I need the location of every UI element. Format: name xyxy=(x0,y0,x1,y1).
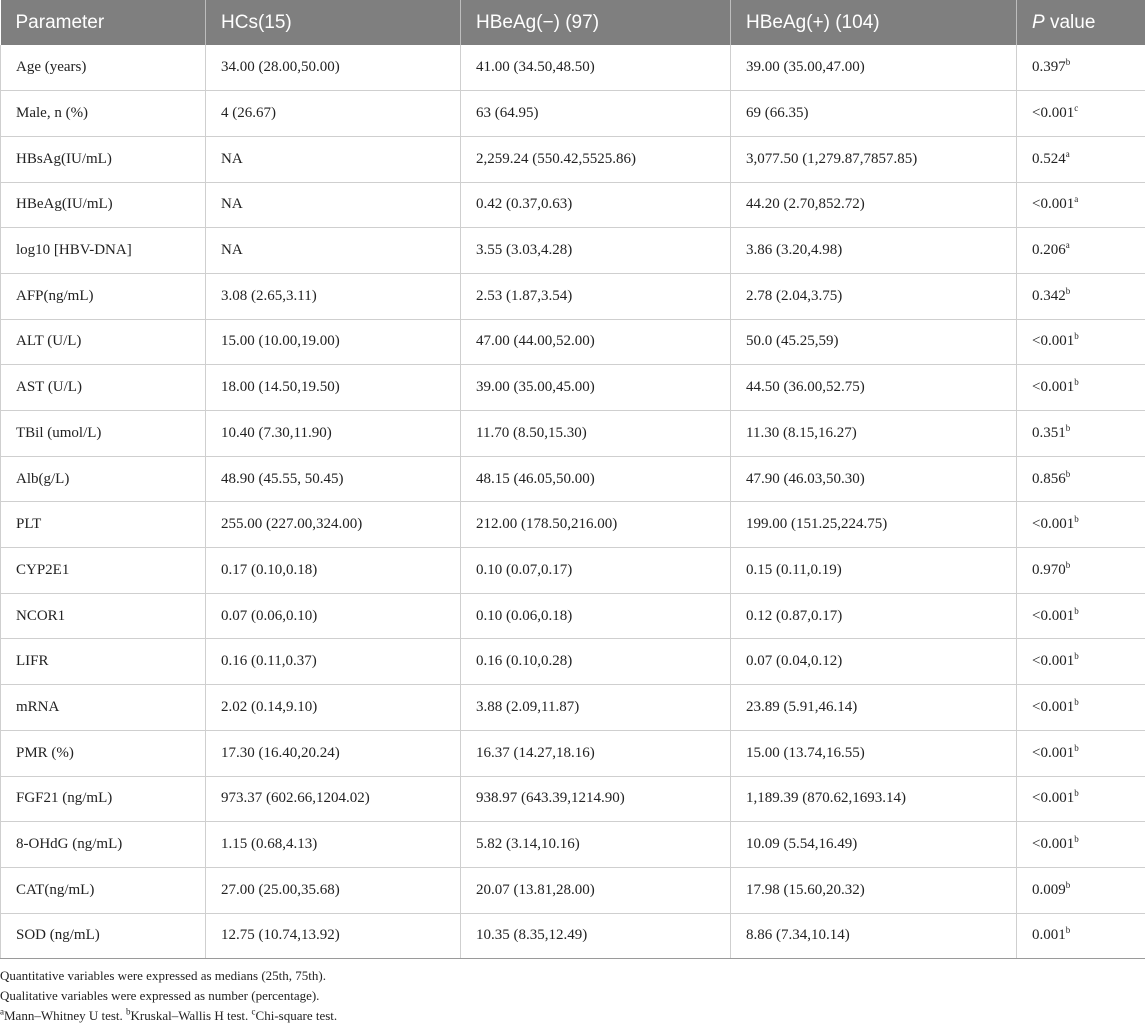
header-hbeag-positive: HBeAg(+) (104) xyxy=(731,0,1017,45)
cell-hbeag-positive: 50.0 (45.25,59) xyxy=(731,319,1017,365)
table-row xyxy=(1,639,1145,685)
cell-p-value xyxy=(1017,548,1145,594)
cell-hbeag-positive: 0.07 (0.04,0.12) xyxy=(731,639,1017,685)
cell-parameter: 8-OHdG (ng/mL) xyxy=(1,822,206,868)
p-value-footnote-marker: b xyxy=(1074,377,1079,388)
cell-hbeag-positive: 44.50 (36.00,52.75) xyxy=(731,365,1017,411)
footnote-b-marker: b xyxy=(126,1006,131,1017)
header-p-letter: P xyxy=(1032,11,1045,33)
cell-hcs: NA xyxy=(206,182,461,228)
cell-hbeag-positive: 8.86 (7.34,10.14) xyxy=(731,913,1017,959)
cell-hbeag-positive: 10.09 (5.54,16.49) xyxy=(731,822,1017,868)
header-parameter: Parameter xyxy=(1,0,206,45)
table-row xyxy=(1,136,1145,182)
cell-hbeag-positive: 3.86 (3.20,4.98) xyxy=(731,228,1017,274)
cell-p-value xyxy=(1017,593,1145,639)
p-value-text: <0.001 xyxy=(1032,379,1075,396)
cell-p-value xyxy=(1017,913,1145,959)
cell-p-value xyxy=(1017,45,1145,91)
cell-hcs: 0.07 (0.06,0.10) xyxy=(206,593,461,639)
p-value-footnote-marker: b xyxy=(1074,696,1079,707)
cell-p-value xyxy=(1017,319,1145,365)
cell-parameter: AFP(ng/mL) xyxy=(1,273,206,319)
header-hcs: HCs(15) xyxy=(206,0,461,45)
table-row xyxy=(1,685,1145,731)
cell-parameter: Age (years) xyxy=(1,45,206,91)
cell-parameter: TBil (umol/L) xyxy=(1,411,206,457)
cell-p-value xyxy=(1017,91,1145,137)
cell-hbeag-positive: 69 (66.35) xyxy=(731,91,1017,137)
header-row xyxy=(1,0,1145,45)
p-value-text: <0.001 xyxy=(1032,698,1075,715)
p-value-footnote-marker: b xyxy=(1074,514,1079,525)
cell-parameter: PLT xyxy=(1,502,206,548)
header-p-value xyxy=(1017,0,1145,45)
p-value-text: <0.001 xyxy=(1032,196,1075,213)
cell-hbeag-negative: 0.16 (0.10,0.28) xyxy=(461,639,731,685)
p-value-footnote-marker: b xyxy=(1065,422,1071,433)
footnote-c-marker: c xyxy=(251,1006,256,1017)
cell-p-value xyxy=(1017,822,1145,868)
p-value-footnote-marker: a xyxy=(1074,194,1079,205)
cell-hbeag-negative: 3.55 (3.03,4.28) xyxy=(461,228,731,274)
table-row xyxy=(1,91,1145,137)
table-row xyxy=(1,456,1145,502)
cell-hbeag-positive: 3,077.50 (1,279.87,7857.85) xyxy=(731,136,1017,182)
cell-hbeag-positive: 199.00 (151.25,224.75) xyxy=(731,502,1017,548)
p-value-text: <0.001 xyxy=(1032,516,1075,533)
footnote-quantitative: Quantitative variables were expressed as medians (25th, 75th). xyxy=(0,968,326,983)
cell-p-value xyxy=(1017,228,1145,274)
cell-hcs: NA xyxy=(206,136,461,182)
table-row xyxy=(1,319,1145,365)
cell-parameter: mRNA xyxy=(1,685,206,731)
cell-p-value xyxy=(1017,456,1145,502)
cell-parameter: FGF21 (ng/mL) xyxy=(1,776,206,822)
cell-hbeag-negative: 212.00 (178.50,216.00) xyxy=(461,502,731,548)
cell-parameter: Male, n (%) xyxy=(1,91,206,137)
table-row xyxy=(1,913,1145,959)
cell-hbeag-negative: 48.15 (46.05,50.00) xyxy=(461,456,731,502)
p-value-text: 0.206 xyxy=(1032,242,1066,259)
table-row xyxy=(1,182,1145,228)
cell-hcs: 2.02 (0.14,9.10) xyxy=(206,685,461,731)
cell-hbeag-negative: 10.35 (8.35,12.49) xyxy=(461,913,731,959)
cell-hcs: 0.17 (0.10,0.18) xyxy=(206,548,461,594)
cell-hbeag-positive: 47.90 (46.03,50.30) xyxy=(731,456,1017,502)
cell-hbeag-negative: 11.70 (8.50,15.30) xyxy=(461,411,731,457)
table-row xyxy=(1,776,1145,822)
cell-p-value xyxy=(1017,502,1145,548)
cell-hbeag-positive: 11.30 (8.15,16.27) xyxy=(731,411,1017,457)
cell-hbeag-negative: 5.82 (3.14,10.16) xyxy=(461,822,731,868)
footnote-c-text: Chi-square test. xyxy=(255,1008,338,1023)
table-row xyxy=(1,822,1145,868)
cell-hbeag-positive: 2.78 (2.04,3.75) xyxy=(731,273,1017,319)
p-value-footnote-marker: b xyxy=(1065,559,1071,570)
p-value-footnote-marker: a xyxy=(1065,240,1070,251)
cell-hbeag-negative: 41.00 (34.50,48.50) xyxy=(461,45,731,91)
p-value-text: 0.970 xyxy=(1032,561,1066,578)
header-hbeag-negative: HBeAg(−) (97) xyxy=(461,0,731,45)
cell-hbeag-positive: 23.89 (5.91,46.14) xyxy=(731,685,1017,731)
cell-hcs: 12.75 (10.74,13.92) xyxy=(206,913,461,959)
cell-hbeag-negative: 2.53 (1.87,3.54) xyxy=(461,273,731,319)
cell-hcs: 1.15 (0.68,4.13) xyxy=(206,822,461,868)
cell-p-value xyxy=(1017,685,1145,731)
cell-hcs: 17.30 (16.40,20.24) xyxy=(206,730,461,776)
table-row xyxy=(1,365,1145,411)
table-row xyxy=(1,548,1145,594)
cell-hbeag-negative: 0.10 (0.06,0.18) xyxy=(461,593,731,639)
cell-hbeag-negative: 0.42 (0.37,0.63) xyxy=(461,182,731,228)
cell-p-value xyxy=(1017,182,1145,228)
cell-p-value xyxy=(1017,867,1145,913)
cell-parameter: HBsAg(IU/mL) xyxy=(1,136,206,182)
p-value-footnote-marker: b xyxy=(1065,925,1071,936)
table-row xyxy=(1,867,1145,913)
cell-parameter: HBeAg(IU/mL) xyxy=(1,182,206,228)
p-value-text: <0.001 xyxy=(1032,744,1075,761)
cell-p-value xyxy=(1017,776,1145,822)
table-row xyxy=(1,228,1145,274)
cell-hcs: 27.00 (25.00,35.68) xyxy=(206,867,461,913)
table-row xyxy=(1,593,1145,639)
footnote-b-text: Kruskal–Wallis H test. xyxy=(130,1008,252,1023)
cell-parameter: LIFR xyxy=(1,639,206,685)
cell-hbeag-negative: 20.07 (13.81,28.00) xyxy=(461,867,731,913)
cell-hcs: 4 (26.67) xyxy=(206,91,461,137)
table-row xyxy=(1,45,1145,91)
cell-hbeag-negative: 2,259.24 (550.42,5525.86) xyxy=(461,136,731,182)
cell-hcs: 15.00 (10.00,19.00) xyxy=(206,319,461,365)
p-value-footnote-marker: b xyxy=(1074,331,1079,342)
p-value-text: <0.001 xyxy=(1032,836,1075,853)
cell-hbeag-negative: 16.37 (14.27,18.16) xyxy=(461,730,731,776)
cell-parameter: CYP2E1 xyxy=(1,548,206,594)
table-header xyxy=(1,0,1145,45)
table-row xyxy=(1,502,1145,548)
table-row xyxy=(1,411,1145,457)
p-value-text: <0.001 xyxy=(1032,790,1075,807)
cell-hcs: 3.08 (2.65,3.11) xyxy=(206,273,461,319)
cell-parameter: PMR (%) xyxy=(1,730,206,776)
footnote-a-marker: a xyxy=(0,1006,4,1017)
cell-hbeag-negative: 39.00 (35.00,45.00) xyxy=(461,365,731,411)
footnote-a-text: Mann–Whitney U test. xyxy=(4,1008,127,1023)
p-value-footnote-marker: b xyxy=(1065,285,1071,296)
p-value-text: 0.009 xyxy=(1032,881,1066,898)
p-value-text: <0.001 xyxy=(1032,653,1075,670)
p-value-footnote-marker: b xyxy=(1074,742,1079,753)
cell-hbeag-positive: 0.15 (0.11,0.19) xyxy=(731,548,1017,594)
cell-hcs: 48.90 (45.55, 50.45) xyxy=(206,456,461,502)
cell-p-value xyxy=(1017,411,1145,457)
p-value-footnote-marker: b xyxy=(1065,879,1071,890)
cell-parameter: log10 [HBV-DNA] xyxy=(1,228,206,274)
cell-hbeag-positive: 15.00 (13.74,16.55) xyxy=(731,730,1017,776)
p-value-footnote-marker: b xyxy=(1074,605,1079,616)
p-value-text: 0.856 xyxy=(1032,470,1066,487)
p-value-footnote-marker: b xyxy=(1065,468,1071,479)
cell-hcs: 18.00 (14.50,19.50) xyxy=(206,365,461,411)
cell-hbeag-negative: 938.97 (643.39,1214.90) xyxy=(461,776,731,822)
p-value-text: <0.001 xyxy=(1032,607,1075,624)
p-value-footnote-marker: b xyxy=(1074,651,1079,662)
p-value-footnote-marker: b xyxy=(1065,57,1071,68)
cell-hbeag-positive: 17.98 (15.60,20.32) xyxy=(731,867,1017,913)
p-value-text: <0.001 xyxy=(1032,333,1075,350)
table-row xyxy=(1,730,1145,776)
cell-parameter: NCOR1 xyxy=(1,593,206,639)
cell-p-value xyxy=(1017,639,1145,685)
p-value-text: 0.342 xyxy=(1032,287,1066,304)
cell-parameter: AST (U/L) xyxy=(1,365,206,411)
cell-hbeag-negative: 0.10 (0.07,0.17) xyxy=(461,548,731,594)
p-value-footnote-marker: b xyxy=(1074,834,1079,845)
table-row xyxy=(1,273,1145,319)
header-p-rest: value xyxy=(1044,11,1096,33)
cell-hbeag-negative: 3.88 (2.09,11.87) xyxy=(461,685,731,731)
cell-p-value xyxy=(1017,136,1145,182)
cell-parameter: SOD (ng/mL) xyxy=(1,913,206,959)
p-value-text: <0.001 xyxy=(1032,105,1075,122)
table-body xyxy=(1,45,1145,959)
cell-hcs: 10.40 (7.30,11.90) xyxy=(206,411,461,457)
footnote-tests xyxy=(0,1006,337,1026)
cell-parameter: Alb(g/L) xyxy=(1,456,206,502)
table-footnotes xyxy=(0,966,337,1026)
p-value-footnote-marker: c xyxy=(1074,103,1079,114)
footnote-qualitative: Qualitative variables were expressed as number (percentage). xyxy=(0,988,320,1003)
cell-hbeag-positive: 1,189.39 (870.62,1693.14) xyxy=(731,776,1017,822)
cell-hbeag-positive: 0.12 (0.87,0.17) xyxy=(731,593,1017,639)
p-value-footnote-marker: b xyxy=(1074,788,1079,799)
cell-hbeag-positive: 44.20 (2.70,852.72) xyxy=(731,182,1017,228)
cell-hbeag-negative: 47.00 (44.00,52.00) xyxy=(461,319,731,365)
cell-hcs: NA xyxy=(206,228,461,274)
cell-parameter: CAT(ng/mL) xyxy=(1,867,206,913)
cell-hcs: 0.16 (0.11,0.37) xyxy=(206,639,461,685)
p-value-text: 0.351 xyxy=(1032,424,1066,441)
p-value-text: 0.397 xyxy=(1032,59,1066,76)
cell-p-value xyxy=(1017,365,1145,411)
cell-hcs: 34.00 (28.00,50.00) xyxy=(206,45,461,91)
cell-hbeag-positive: 39.00 (35.00,47.00) xyxy=(731,45,1017,91)
p-value-footnote-marker: a xyxy=(1065,148,1070,159)
cell-hbeag-negative: 63 (64.95) xyxy=(461,91,731,137)
p-value-text: 0.001 xyxy=(1032,927,1066,944)
cell-p-value xyxy=(1017,730,1145,776)
cell-hcs: 973.37 (602.66,1204.02) xyxy=(206,776,461,822)
p-value-text: 0.524 xyxy=(1032,150,1066,167)
cell-parameter: ALT (U/L) xyxy=(1,319,206,365)
cell-hcs: 255.00 (227.00,324.00) xyxy=(206,502,461,548)
cell-p-value xyxy=(1017,273,1145,319)
